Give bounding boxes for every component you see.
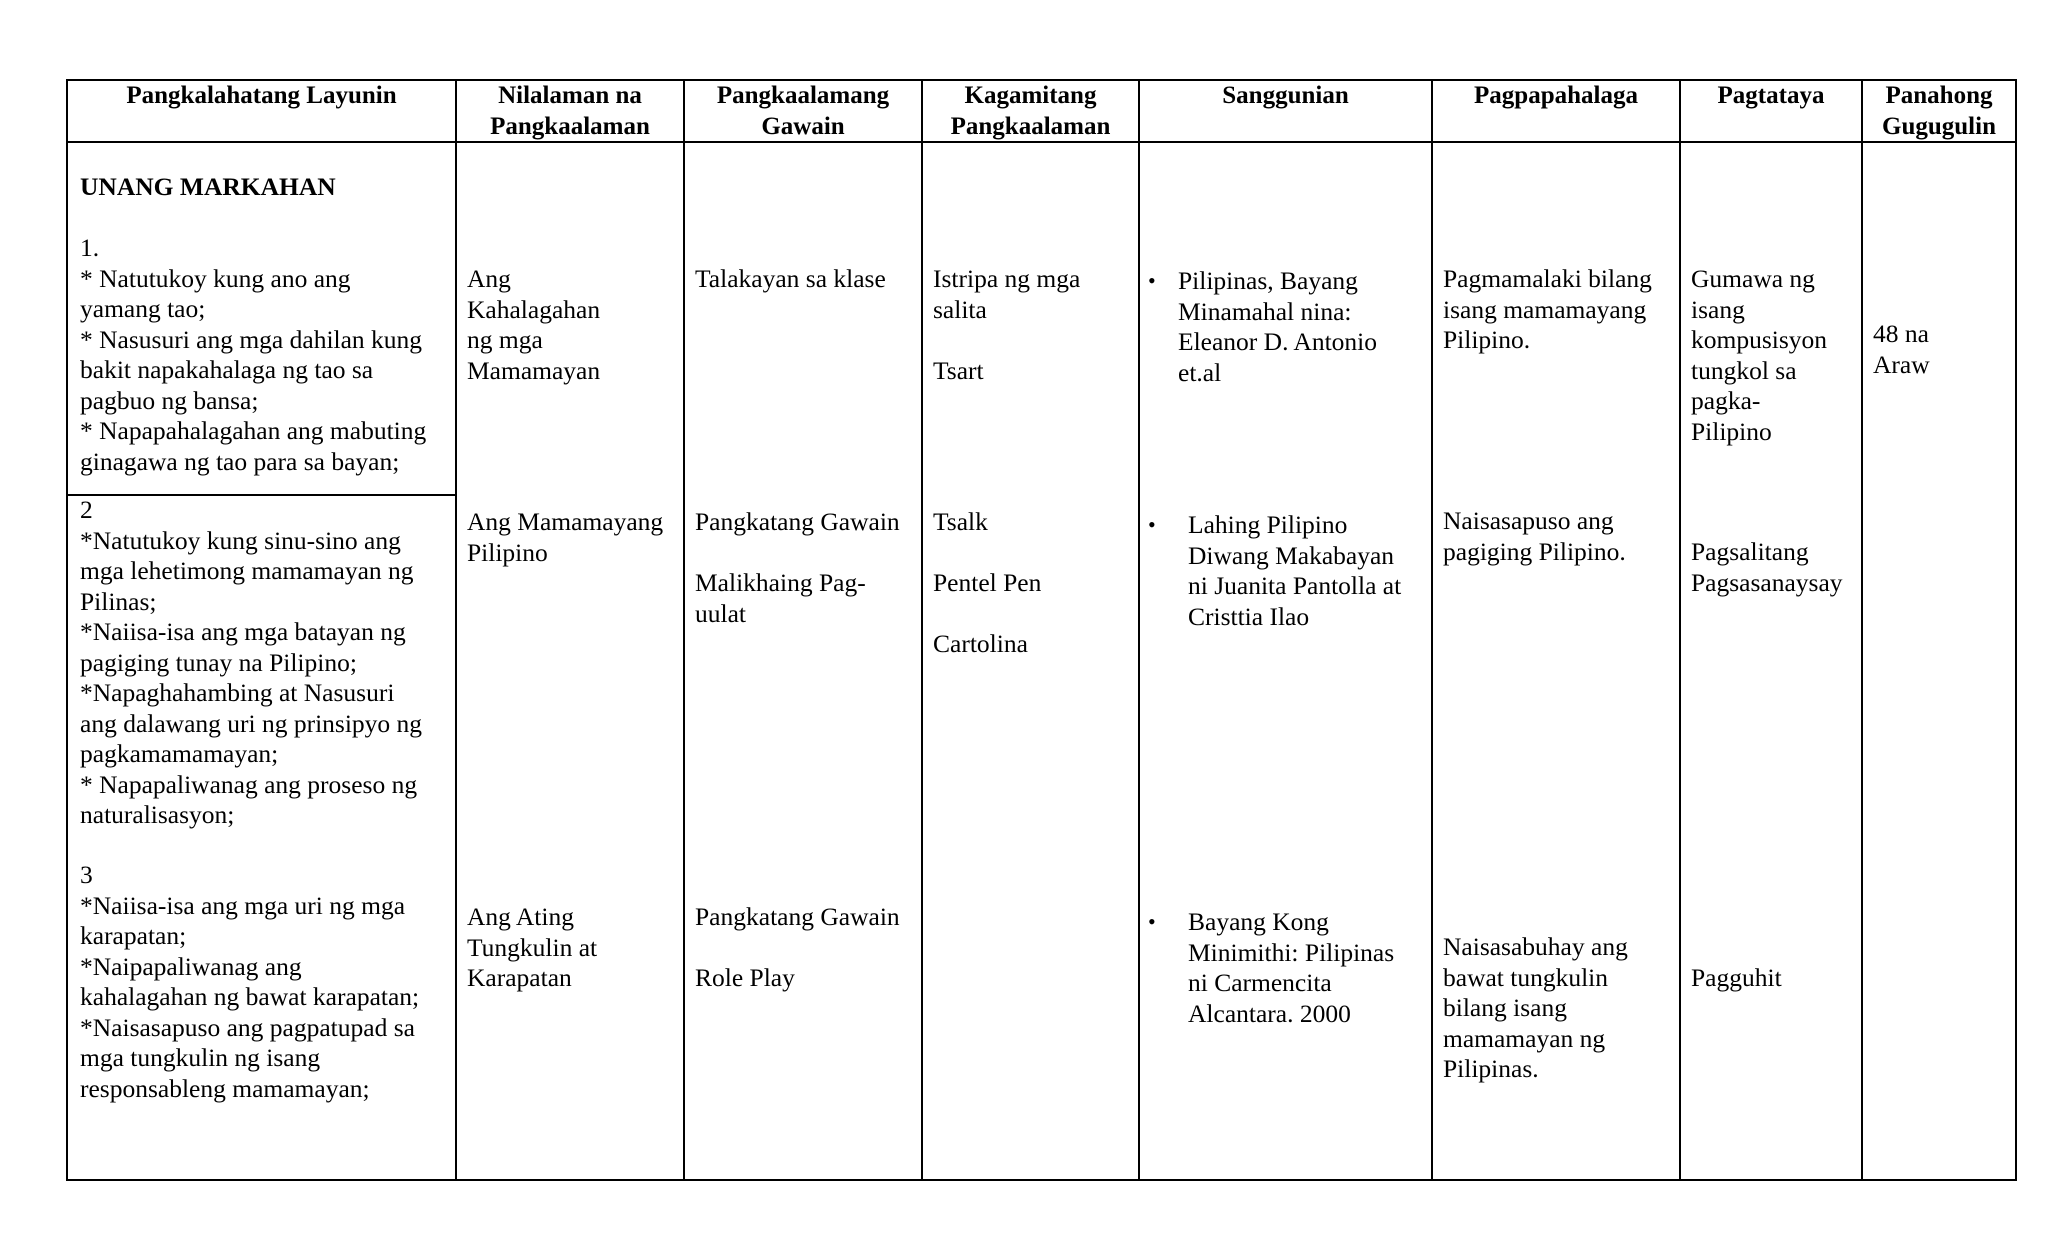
- column-line-8: [2015, 79, 2017, 1181]
- row1-sanggunian: Pilipinas, Bayang Minamahal nina: Eleanor D. Antonio et.al: [1178, 266, 1378, 387]
- bullet-icon: •: [1148, 268, 1156, 293]
- bullet-icon: •: [1148, 512, 1156, 537]
- row2-sanggunian: Lahing Pilipino Diwang Makabayan ni Juanita Pantolla at Cristtia Ilao: [1188, 510, 1402, 631]
- column-line-5: [1431, 79, 1433, 1181]
- row3-layunin: 3 *Naiisa-isa ang mga uri ng mga karapatan; *Naipapaliwanag ang kahalagahan ng bawat karapatan; *Naisasapuso ang pagpatupad sa mga tungkulin ng isang responsableng mamamayan;: [80, 860, 420, 1103]
- row1-layunin: 1. * Natutukoy kung ano ang yamang tao; * Nasusuri ang mga dahilan kung bakit napakahalaga ng tao sa pagbuo ng bansa; * Napapahalagahan ang mabuting ginagawa ng tao para sa bayan;: [80, 233, 427, 476]
- row3-sanggunian: Bayang Kong Minimithi: Pilipinas ni Carmencita Alcantara. 2000: [1188, 907, 1395, 1028]
- row1-nilalaman: Ang Kahalagahan ng mga Mamamayan: [467, 264, 601, 385]
- row3-nilalaman: Ang Ating Tungkulin at Karapatan: [467, 902, 598, 992]
- header-pagtataya: Pagtataya: [1717, 82, 1825, 109]
- header-sanggunian: Sanggunian: [1222, 82, 1349, 109]
- row2-pagpapahalaga: Naisasapuso ang pagiging Pilipino.: [1443, 506, 1626, 566]
- row1-gawain: Talakayan sa klase: [695, 264, 886, 293]
- row2-pagtataya: Pagsalitang Pagsasanaysay: [1691, 537, 1843, 597]
- header-panahong-gugugulin: Panahong Gugugulin: [1882, 82, 1996, 140]
- column-line-3: [921, 79, 923, 1181]
- column-line-4: [1138, 79, 1140, 1181]
- bullet-icon: •: [1148, 909, 1156, 934]
- header-pagpapahalaga: Pagpapahalaga: [1474, 82, 1638, 109]
- column-line-6: [1679, 79, 1681, 1181]
- row3-gawain: Pangkatang Gawain Role Play: [695, 902, 900, 992]
- table-border-bottom: [66, 1179, 2017, 1181]
- row3-pagtataya: Pagguhit: [1691, 963, 1782, 992]
- header-pangkaalamang-gawain: Pangkaalamang Gawain: [716, 82, 890, 140]
- row1-pagpapahalaga: Pagmamalaki bilang isang mamamayang Pilipino.: [1443, 264, 1652, 354]
- row2-gawain: Pangkatang Gawain Malikhaing Pag- uulat: [695, 507, 900, 628]
- column-line-0: [66, 79, 68, 1181]
- row3-pagpapahalaga: Naisasabuhay ang bawat tungkulin bilang isang mamamayan ng Pilipinas.: [1443, 932, 1628, 1083]
- column-line-2: [683, 79, 685, 1181]
- row2-kagamitan: Tsalk Pentel Pen Cartolina: [933, 507, 1042, 658]
- header-pangkalahatang-layunin: Pangkalahatang Layunin: [126, 82, 397, 109]
- column-line-7: [1861, 79, 1863, 1181]
- quarter-label: UNANG MARKAHAN: [80, 172, 336, 201]
- column-line-1: [455, 79, 457, 1181]
- panahon-gugugulin: 48 na Araw: [1873, 319, 1930, 379]
- row2-layunin: 2 *Natutukoy kung sinu-sino ang mga lehetimong mamamayan ng Pilinas; *Naiisa-isa ang mga batayan ng pagiging tunay na Pilipino; *Napaghahambing at Nasusuri ang dalawang uri ng prinsipyo ng pagkamamamayan; * Napapaliwanag ang proseso ng naturalisasyon;: [80, 495, 423, 829]
- row1-pagtataya: Gumawa ng isang kompusisyon tungkol sa pagka- Pilipino: [1691, 264, 1828, 446]
- row2-nilalaman: Ang Mamamayang Pilipino: [467, 507, 664, 567]
- header-nilalaman: Nilalaman na Pangkaalaman: [490, 82, 650, 140]
- header-kagamitang-pangkaalaman: Kagamitang Pangkaalaman: [950, 82, 1111, 140]
- row1-kagamitan: Istripa ng mga salita Tsart: [933, 264, 1081, 385]
